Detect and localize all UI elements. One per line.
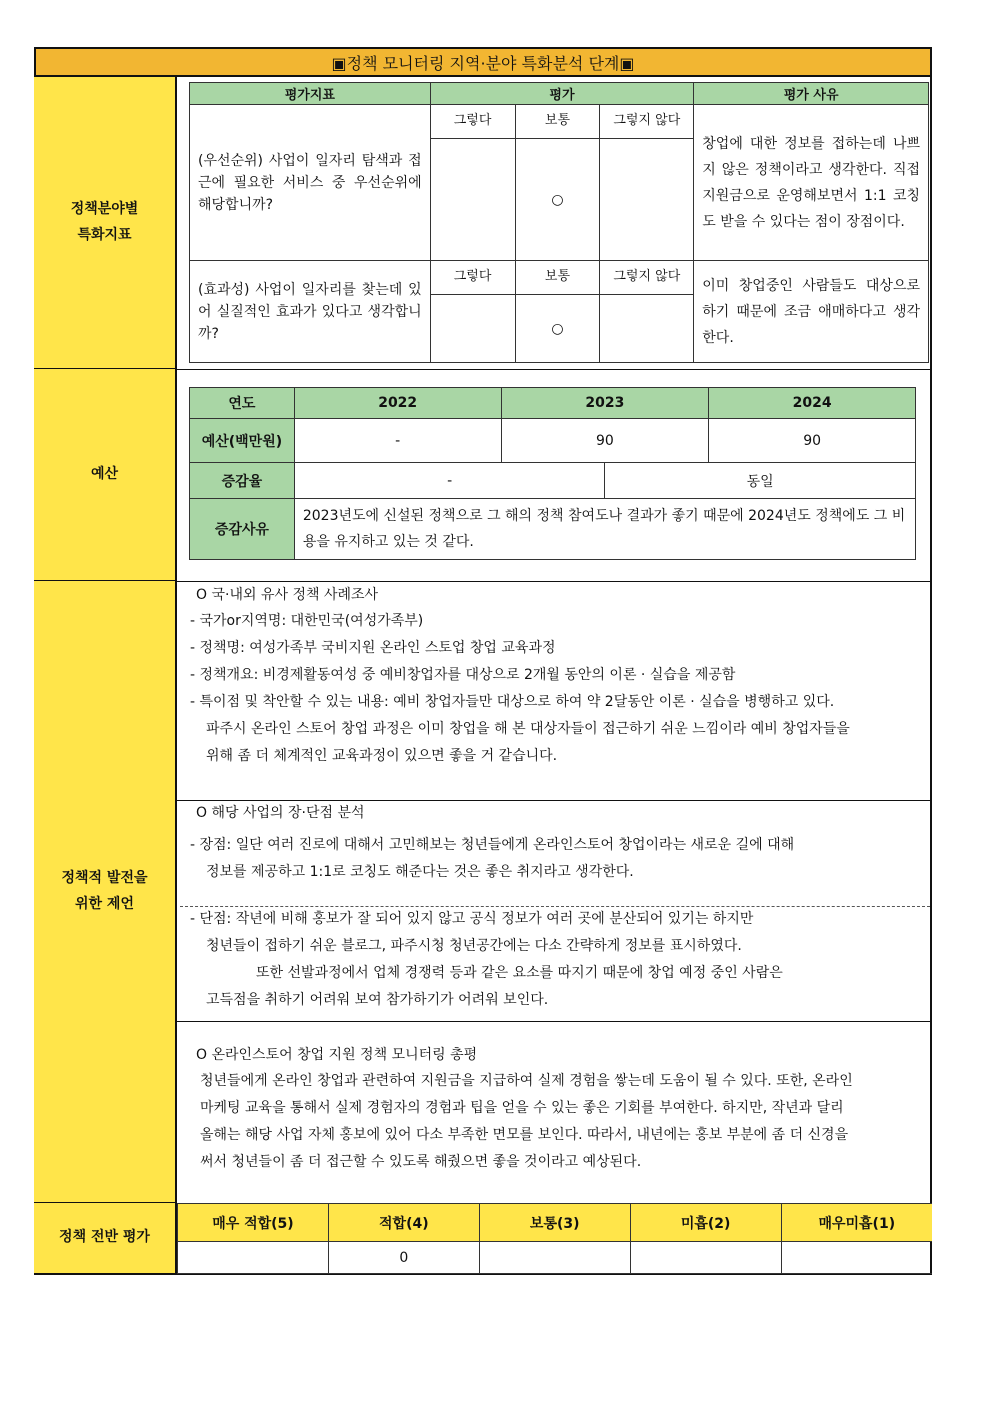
pros-cons-heading: O 해당 사업의 장·단점 분석 bbox=[196, 805, 365, 821]
year-2022: 2022 bbox=[294, 388, 501, 419]
rate-2024: 동일 bbox=[605, 463, 916, 499]
option-yes: 그렇다 bbox=[430, 261, 515, 295]
similar-policy-name: - 정책명: 여성가족부 국비지원 온라인 스토업 창업 교육과정 bbox=[190, 640, 556, 656]
separator bbox=[177, 1021, 932, 1022]
mark-no bbox=[600, 295, 694, 363]
budget-2022: - bbox=[294, 419, 501, 463]
separator bbox=[177, 800, 932, 801]
summary-line: 마케팅 교육을 통해서 실제 경험자의 경험과 팁을 얻을 수 있는 좋은 기회를 부여한다. 하지만, 작년과 달리 bbox=[200, 1100, 844, 1116]
rate-label: 증감율 bbox=[190, 463, 295, 499]
cons bbox=[190, 906, 925, 1014]
similar-cases-heading: O 국·내외 유사 정책 사례조사 bbox=[196, 587, 379, 603]
summary bbox=[190, 1044, 925, 1176]
section-label-proposal: 정책적 발전을 위한 제언 bbox=[34, 581, 177, 1203]
con-line-4: 고득점을 취하기 어려워 보여 참가하기가 어려워 보인다. bbox=[206, 992, 549, 1008]
mark-neutral: ○ bbox=[515, 139, 600, 261]
year-2023: 2023 bbox=[501, 388, 709, 419]
page-title: ▣정책 모니터링 지역·분야 특화분석 단계▣ bbox=[34, 47, 932, 77]
budget-reason: 2023년도에 신설된 정책으로 그 해의 정책 참여도나 결과가 좋기 때문에 2024년도 정책에도 그 비용을 유지하고 있는 것 같다. bbox=[294, 499, 915, 560]
option-yes: 그렇다 bbox=[430, 105, 515, 139]
reason-effectiveness: 이미 창업중인 사람들도 대상으로 하기 때문에 조금 애매하다고 생각한다. bbox=[694, 261, 929, 363]
reason-label: 증감사유 bbox=[190, 499, 295, 560]
header-indicator: 평가지표 bbox=[190, 83, 431, 105]
rating-mark bbox=[479, 1242, 630, 1274]
section-label-budget: 예산 bbox=[34, 369, 177, 581]
rating-suitable: 적합(4) bbox=[328, 1204, 479, 1242]
summary-heading: O 온라인스토어 창업 지원 정책 모니터링 총평 bbox=[196, 1047, 478, 1063]
budget-table bbox=[189, 387, 916, 560]
question-priority: (우선순위) 사업이 일자리 탐색과 접근에 필요한 서비스 중 우선순위에 해당합니까? bbox=[190, 105, 431, 261]
rating-mark bbox=[781, 1242, 932, 1274]
header-reason: 평가 사유 bbox=[694, 83, 929, 105]
mark-yes bbox=[430, 139, 515, 261]
rating-very-suitable: 매우 적합(5) bbox=[178, 1204, 329, 1242]
separator bbox=[177, 581, 932, 582]
header-evaluation: 평가 bbox=[430, 83, 694, 105]
similar-feature-3: 위해 좀 더 체계적인 교육과정이 있으면 좋을 거 같습니다. bbox=[206, 748, 558, 764]
mark-yes bbox=[430, 295, 515, 363]
option-neutral: 보통 bbox=[515, 261, 600, 295]
rating-neutral: 보통(3) bbox=[479, 1204, 630, 1242]
similar-cases bbox=[190, 584, 925, 770]
con-line-1: - 단점: 작년에 비해 홍보가 잘 되어 있지 않고 공식 정보가 여러 곳에 분산되어 있기는 하지만 bbox=[190, 911, 754, 927]
budget-label: 예산(백만원) bbox=[190, 419, 295, 463]
year-label: 연도 bbox=[190, 388, 295, 419]
separator bbox=[177, 369, 932, 370]
section-label-overall: 정책 전반 평가 bbox=[34, 1203, 177, 1273]
mark-neutral: ○ bbox=[515, 295, 600, 363]
similar-feature-1: - 특이점 및 착안할 수 있는 내용: 예비 창업자들만 대상으로 하여 약 2달동안 이론 · 실습을 병행하고 있다. bbox=[190, 694, 835, 710]
option-no: 그렇지 않다 bbox=[600, 261, 694, 295]
year-2024: 2024 bbox=[709, 388, 916, 419]
summary-line: 써서 청년들이 좀 더 접근할 수 있도록 해줬으면 좋을 것이라고 예상된다. bbox=[200, 1154, 642, 1170]
section-label-indicators: 정책분야별 특화지표 bbox=[34, 77, 177, 369]
question-effectiveness: (효과성) 사업이 일자리를 찾는데 있어 실질적인 효과가 있다고 생각합니까? bbox=[190, 261, 431, 363]
similar-overview: - 정책개요: 비경제활동여성 중 예비창업자를 대상으로 2개월 동안의 이론 · 실습을 제공함 bbox=[190, 667, 736, 683]
rating-very-insufficient: 매우미흡(1) bbox=[781, 1204, 932, 1242]
summary-line: 올해는 해당 사업 자체 홍보에 있어 다소 부족한 면모를 보인다. 따라서, 내년에는 홍보 부분에 좀 더 신경을 bbox=[200, 1127, 849, 1143]
rating-mark: 0 bbox=[328, 1242, 479, 1274]
overall-rating-table bbox=[177, 1203, 932, 1274]
rate-2023: - bbox=[294, 463, 605, 499]
rating-mark bbox=[630, 1242, 781, 1274]
con-line-2: 청년들이 접하기 쉬운 블로그, 파주시청 청년공간에는 다소 간략하게 정보를 표시하였다. bbox=[206, 938, 742, 954]
option-neutral: 보통 bbox=[515, 105, 600, 139]
budget-2024: 90 bbox=[709, 419, 916, 463]
mark-no bbox=[600, 139, 694, 261]
indicator-table bbox=[189, 82, 929, 363]
reason-priority: 창업에 대한 정보를 접하는데 나쁘지 않은 정책이라고 생각한다. 직접 지원금으로 운영해보면서 1:1 코칭도 받을 수 있다는 점이 장점이다. bbox=[694, 105, 929, 261]
option-no: 그렇지 않다 bbox=[600, 105, 694, 139]
similar-country: - 국가or지역명: 대한민국(여성가족부) bbox=[190, 613, 424, 629]
similar-feature-2: 파주시 온라인 스토어 창업 과정은 이미 창업을 해 본 대상자들이 접근하기 쉬운 느낌이라 예비 창업자들을 bbox=[206, 721, 850, 737]
budget-2023: 90 bbox=[501, 419, 709, 463]
con-line-3: 또한 선발과정에서 업체 경쟁력 등과 같은 요소를 따지기 때문에 창업 예정 중인 사람은 bbox=[256, 965, 783, 981]
summary-line: 청년들에게 온라인 창업과 관련하여 지원금을 지급하여 실제 경험을 쌓는데 도움이 될 수 있다. 또한, 온라인 bbox=[200, 1073, 853, 1089]
pro-line-2: 정보를 제공하고 1:1로 코칭도 해준다는 것은 좋은 취지라고 생각한다. bbox=[206, 864, 634, 880]
pro-line-1: - 장점: 일단 여러 진로에 대해서 고민해보는 청년들에게 온라인스토어 창업이라는 새로운 길에 대해 bbox=[190, 837, 795, 853]
rating-insufficient: 미흡(2) bbox=[630, 1204, 781, 1242]
rating-mark bbox=[178, 1242, 329, 1274]
pros-cons bbox=[190, 802, 925, 886]
